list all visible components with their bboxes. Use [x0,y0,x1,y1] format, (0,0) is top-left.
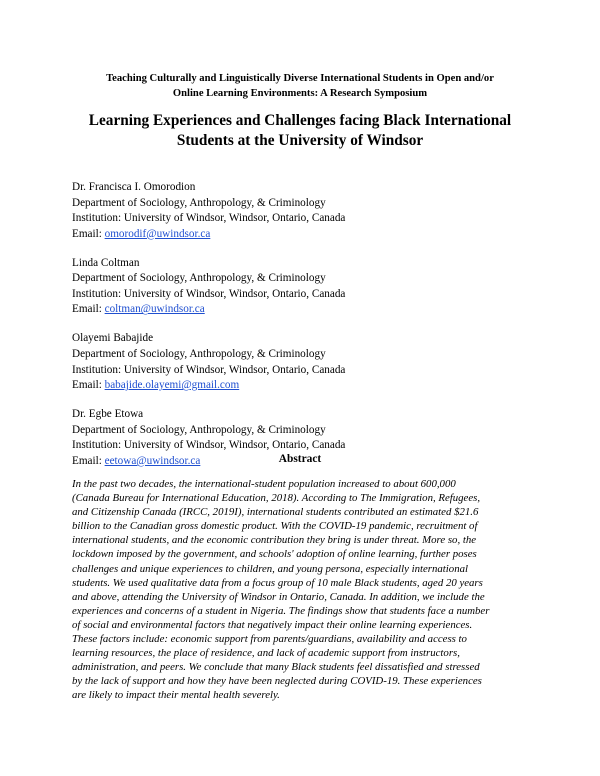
abstract-line: international students, and the economic contribution they bring is under threat. More so, the [72,534,477,547]
email-label: Email: [72,454,102,467]
author-department: Department of Sociology, Anthropology, & Criminology [72,347,326,360]
abstract-line: learning resources, the place of residence, and lack of academic support from instructors, [72,647,460,660]
abstract-line: (Canada Bureau for International Education, 2018). According to The Immigration, Refugees, [72,492,481,505]
symposium-line: Online Learning Environments: A Research Symposium [172,88,428,99]
abstract-heading: Abstract [278,453,322,465]
abstract-line: In the past two decades, the international-student population increased to about 600,000 [72,478,456,490]
author-name: Dr. Egbe Etowa [72,408,144,421]
author-department: Department of Sociology, Anthropology, & Criminology [72,272,326,285]
abstract-line: by the lack of support and how they have been neglected during COVID-19. These experiences [72,675,482,688]
abstract-line: and above, attending the University of Windsor in Ontario, Canada. In addition, we include the [72,590,485,603]
author-name: Dr. Francisca I. Omorodion [72,181,196,193]
paper-title-line: Students at the University of Windsor [176,132,424,149]
author-name: Olayemi Babajide [72,332,154,345]
abstract-line: of social and environmental factors that negatively impact their online learning experiences. [72,618,473,631]
abstract-line: students. We used qualitative data from a focus group of 10 male Black students, aged 20 years [72,576,483,589]
paper-title-line: Learning Experiences and Challenges facing Black International [88,112,512,129]
paper-title [40,111,560,151]
abstract-line: are likely to impact their mental health severely. [72,689,280,702]
author-institution: Institution: University of Windsor, Windsor, Ontario, Canada [72,287,346,300]
abstract-line: experiences and concerns of a student in Nigeria. The findings show that students face a number [72,604,490,617]
symposium-header [40,71,560,101]
author-block [72,331,542,393]
email-label: Email: [72,303,102,316]
author-department: Department of Sociology, Anthropology, & Criminology [72,196,326,209]
author-email-link[interactable]: coltman@uwindsor.ca [104,303,205,316]
author-block [72,180,542,242]
author-email-link[interactable]: eetowa@uwindsor.ca [104,454,201,467]
author-block [72,256,542,318]
author-name: Linda Coltman [72,256,140,269]
author-institution: Institution: University of Windsor, Windsor, Ontario, Canada [72,439,346,452]
abstract-line: challenges and unique experiences to children, and young persona, especially international [72,562,468,575]
abstract-line: These factors include: economic support from parents/guardians, availability and access to [72,633,467,646]
email-label: Email: [72,379,102,392]
abstract-line: lockdown imposed by the government, and schools' adoption of online learning, further poses [72,548,477,561]
author-email-link[interactable]: omorodif@uwindsor.ca [104,227,211,240]
author-institution: Institution: University of Windsor, Windsor, Ontario, Canada [72,363,346,376]
symposium-line: Teaching Culturally and Linguistically Diverse International Students in Open and/or [106,73,494,84]
author-email-line [72,227,542,243]
author-institution: Institution: University of Windsor, Windsor, Ontario, Canada [72,212,346,225]
author-email-line [72,378,542,394]
author-list [72,180,542,483]
author-email-line [72,302,542,318]
abstract-line: and Citizenship Canada (IRCC, 2019I), international students contributed an estimated $21.6 [72,506,479,519]
author-department: Department of Sociology, Anthropology, & Criminology [72,423,326,436]
email-label: Email: [72,227,102,240]
abstract-body [72,477,532,703]
author-email-link[interactable]: babajide.olayemi@gmail.com [104,379,240,392]
abstract-line: billion to the Canadian gross domestic product. With the COVID-19 pandemic, recruitment of [72,520,478,533]
abstract-line: administration, and peers. We conclude that many Black students feel dissatisfied and stressed [72,661,480,674]
